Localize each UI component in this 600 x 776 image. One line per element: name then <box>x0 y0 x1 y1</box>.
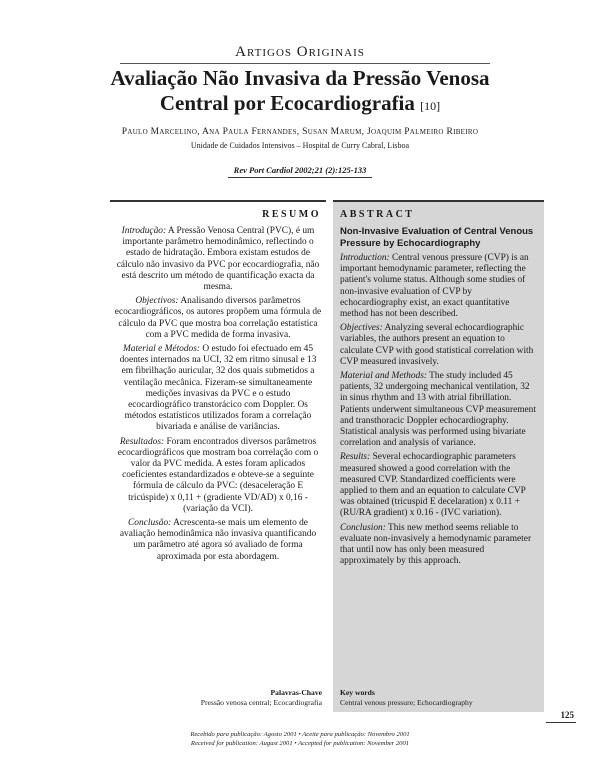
keywords-label: Palavras-Chave <box>270 688 322 697</box>
journal-citation <box>0 165 600 175</box>
abstract-column <box>333 200 544 712</box>
resumo-label: Objectivos: <box>135 296 179 307</box>
section-label: Artigos Originais <box>235 44 365 60</box>
resumo-keywords <box>110 688 322 708</box>
abstract-keywords <box>340 688 540 708</box>
page-number: 125 <box>560 710 574 720</box>
resumo-metodos <box>110 344 326 434</box>
article-title-line2-wrap <box>60 91 540 119</box>
abstract-text: Central venous pressure (CVP) is an important hemodynamic parameter, reflecting the patient's volume status. Although some studies of non-invasive evaluation of CVP by echocardiography exist, an exact quantitative method has not been described. <box>340 253 529 320</box>
received-en: Received for publication: August 2001 • Accepted for publication: November 2001 <box>190 739 410 747</box>
keywords-label: Key words <box>340 688 375 697</box>
resumo-text: A Pressão Venosa Central (PVC), é um importante parâmetro hemodinâmico, reflectindo o estado de hidratação. Embora existam estudos de cálculo não invasivo da PVC por ecocardiografia, não está descrito um método de quantificação exacta da mesma. <box>116 226 320 293</box>
abstract-conclusion <box>340 523 538 568</box>
resumo-objectivos <box>110 296 326 341</box>
resumo-column <box>110 200 326 712</box>
abstract-label: Conclusion: <box>340 522 386 533</box>
keywords-text: Central venous pressure; Echocardiography <box>340 698 473 707</box>
article-title <box>60 66 540 119</box>
abstract-introduction <box>340 253 538 320</box>
abstract-text: Several echocardiographic parameters measured showed a good correlation with the measured CVP. Standardized coefficients were applied to them and an equation to calculate CVP was obtained (tricuspid E decelaration) x 0.11 + (RU/RA gradient) x 0.16 - (IVC variation). <box>340 452 526 519</box>
abstract-heading: ABSTRACT <box>340 209 415 220</box>
resumo-text: Acrescenta-se mais um elemento de avaliação hemodinâmica não invasiva quantificando um parâmetro até agora só avaliado de forma aproximada por esta abordagem. <box>119 518 317 562</box>
resumo-label: Conclusão: <box>128 518 172 529</box>
keywords-text: Pressão venosa central; Ecocardiografia <box>200 698 322 707</box>
abstract-text: This new method seems reliable to evaluate non-invasively a hemodynamic parameter that until now has only been measured approximately by this approach. <box>340 522 532 567</box>
abstract-label: Objectives: <box>340 323 383 334</box>
resumo-label: Resultados: <box>119 436 165 447</box>
resumo-label: Material e Métodos: <box>122 344 201 355</box>
resumo-introducao <box>110 226 326 293</box>
resumo-heading: RESUMO <box>262 209 321 220</box>
citation-text: Rev Port Cardiol 2002;21 (2):125-133 <box>228 165 373 178</box>
resumo-conclusao <box>110 518 326 563</box>
resumo-resultados <box>110 437 326 515</box>
affiliation: Unidade de Cuidados Intensivos – Hospital de Curry Cabral, Lisboa <box>190 141 410 150</box>
resumo-label: Introdução: <box>121 226 167 236</box>
abstract-text: Analyzing several echocardiographic variables, the authors present an equation to calculate CVP with good statistical correlation with CVP measured invasively. <box>340 323 534 367</box>
abstract-results <box>340 452 538 519</box>
resumo-text: Analisando diversos parâmetros ecocardiográficos, os autores propõem uma fórmula de cálculo da PVC que mostra boa correlação estatística com a PVC medida de forma invasiva. <box>114 296 322 340</box>
abstract-objectives <box>340 323 538 368</box>
abstract-text: The study included 45 patients, 32 undergoing mechanical ventilation, 32 in sinus rhythm and 13 with atrial fibrillation. Patients underwent simultaneous CVP measurement and transthoracic Doppler echocardiography. Statistical analysis was performed using bivariate correlation and analysis of variance. <box>340 371 536 449</box>
abstract-label: Results: <box>340 452 371 463</box>
reference-marker: [10] <box>420 99 441 113</box>
abstract-methods <box>340 371 538 449</box>
abstract-title: Non-Invasive Evaluation of Central Venous Pressure by Echocardiography <box>340 226 534 249</box>
page-number-rule <box>546 722 576 723</box>
publication-dates <box>0 731 600 748</box>
abstract-label: Introduction: <box>340 253 390 263</box>
resumo-text: O estudo foi efectuado em 45 doentes internados na UCI, 32 em ritmo sinusal e 13 em fibrilhação auricular, 32 dos quais submetidos a ventilação mecânica. Fizeram-se simultaneamente medições invasivas da PVC e o estudo ecocardiográfico transtorácico com Doppler. Os métodos estatísticos utilizados foram a correlação bivariada e análise de variâncias. <box>119 344 317 433</box>
article-title-line2: Central por Ecocardiografia <box>159 91 415 115</box>
received-pt: Recebido para publicação: Agosto 2001 • Aceite para publicação: Novembro 2001 <box>190 731 410 738</box>
resumo-text: Foram encontrados diversos parâmetros ecocardiográficos que mostram boa correlação com o valor da PVC medida. A estes foram aplicados coeficientes estandardizados e obteve-se a seguinte fórmula de cálculo da PVC: (desaceleração E tricúspide) x 0,11 + (gradiente VD/AD) x 0,16 - (variação da VCI). <box>117 436 319 514</box>
section-divider <box>120 63 490 64</box>
abstract-label: Material and Methods: <box>340 371 427 382</box>
author-list: Paulo Marcelino, Ana Paula Fernandes, Susan Marum, Joaquim Palmeiro Ribeiro <box>121 127 479 137</box>
article-title-line1: Avaliação Não Invasiva da Pressão Venosa <box>110 66 490 90</box>
